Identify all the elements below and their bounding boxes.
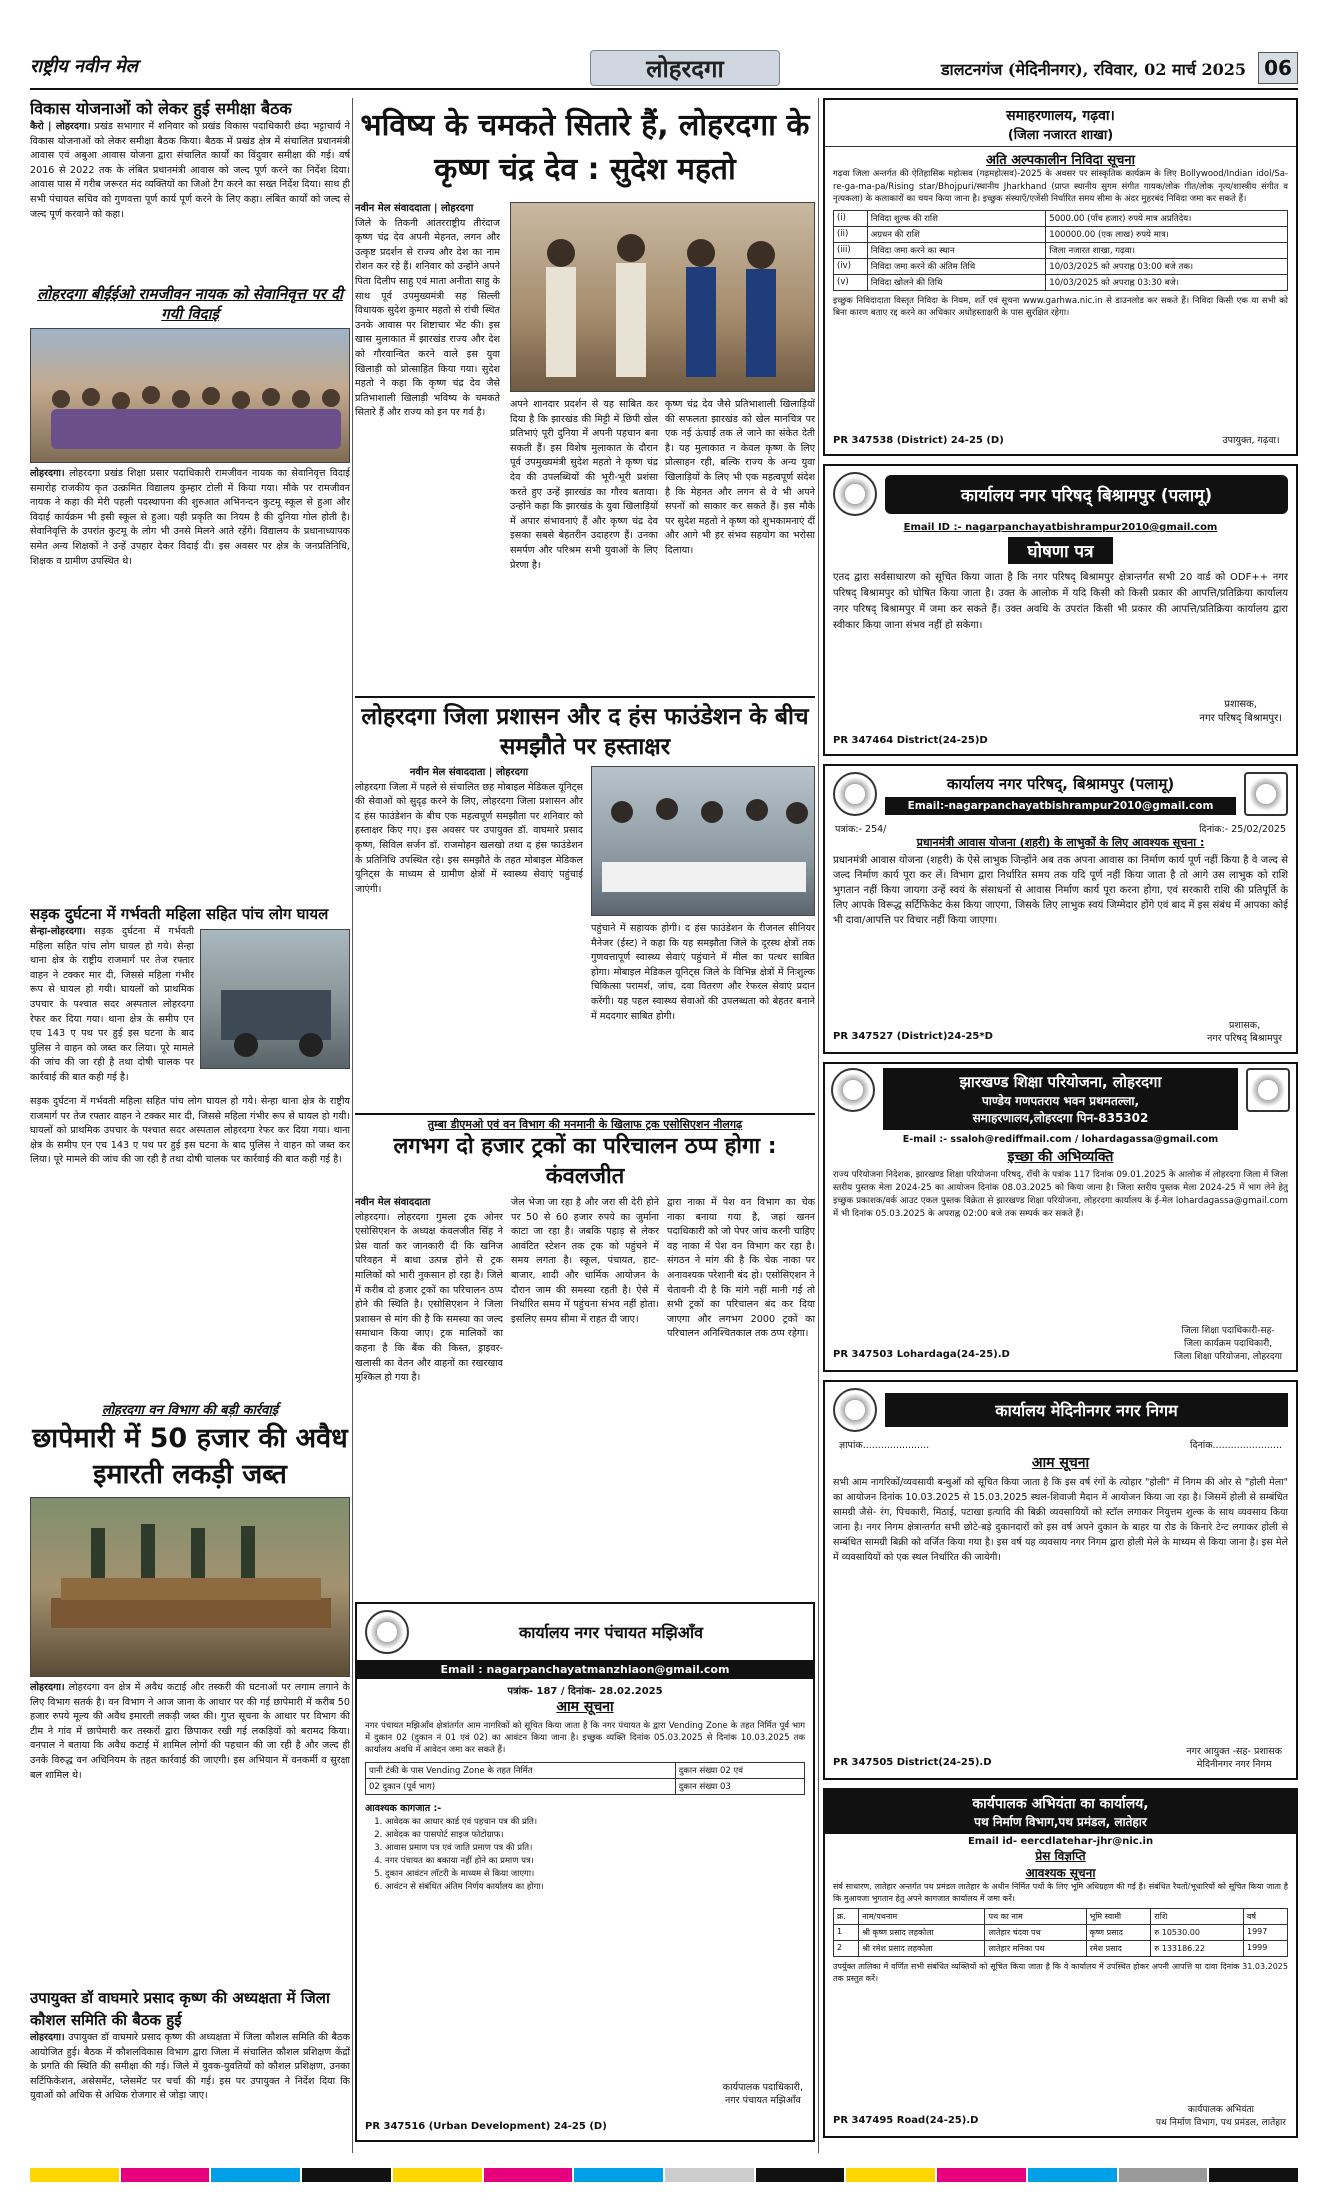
ad3-ref: PR 347527 (District)24-25*D bbox=[833, 1031, 993, 1042]
ad1-cell: निविदा जमा करने का स्थान bbox=[867, 242, 1046, 258]
ad7-cell: कृष्ण प्रसाद bbox=[1086, 1925, 1151, 1941]
ad7-cell: 1999 bbox=[1243, 1941, 1287, 1957]
story4-place: लोहरदगा। bbox=[30, 1682, 65, 1693]
brand-name: राष्ट्रीय नवीन मेल bbox=[30, 56, 138, 77]
mou-byline: नवीन मेल संवाददाता | लोहरदगा bbox=[409, 767, 529, 778]
ad2-heading: घोषणा पत्र bbox=[1008, 537, 1114, 564]
mou-col2: पहुंचाने में सहायक होगी। द हंस फाउंडेशन के रीजनल सीनियर मैनेजर (ईस्ट) ने कहा कि यह समझौता जिले के दूरस्थ क्षेत्रों तक गुणवत्तापूर्ण स्वास्थ्य सेवाएं पहुंचाने में मील का पत्थर साबित होगा। मोबाइल मेडिकल यूनिट्स जिले के विभिन्न क्षेत्रों में निःशुल्क चिकित्सा परामर्श, जांच, दवा वितरण और रेफरल सेवाएं प्रदान करेंगी। यह पहल स्वास्थ्य सेवाओं की उपलब्धता को बेहतर बनाने में मददगार साबित होगी। bbox=[591, 923, 815, 1022]
mining-col1 bbox=[355, 1196, 503, 1591]
story3-title: सड़क दुर्घटना में गर्भवती महिला सहित पांच लोग घायल bbox=[30, 905, 329, 923]
story4-photo bbox=[30, 1497, 350, 1677]
story2-photo bbox=[30, 328, 350, 463]
middle-column bbox=[355, 98, 815, 2153]
lead-col3: कृष्ण चंद्र देव जैसे प्रतिभाशाली खिलाड़ियों की सफलता झारखंड को खेल मानचित्र पर एक नई ऊंचाई तक ले जाने का संकेत देती है। यह मुलाकात न केवल कृष्ण के लिए प्रोत्साहन रही, बल्कि राज्य के अन्य युवा खिलाड़ियों के लिए भी एक महत्वपूर्ण संदेश है कि मेहनत और लगन से वे भी अपने सपनों को साकार कर सकते हैं। इस मौके पर सुदेश महतो ने कृष्ण को शुभकामनाएं दीं और आगे भी हर संभव सहयोग का भरोसा दिलाया। bbox=[665, 399, 815, 556]
story1-place: कैरो | लोहरदगा। bbox=[30, 121, 91, 132]
story3-body-b: सड़क दुर्घटना में गर्भवती महिला सहित पांच लोग घायल हो गये। सेन्हा थाना क्षेत्र के राष्ट्रीय राजमार्ग पर तेज रफ्तार वाहन ने टक्कर मार दी, जिससे महिला गंभीर रूप से घायल हो गयी। घायलों को प्राथमिक उपचार के पश्चात सदर अस्पताल लोहरदगा रेफर कर दिया गया। थाना क्षेत्र के समीप एन एच 143 ए पथ पर हुई इस घटना के बाद पुलिस ने वाहन को जब्त कर लिया। पूरे मामले की जांच की जा रही है तथा दोषी चालक पर कार्रवाई की बात कही गई है। bbox=[30, 1096, 350, 1166]
emblem-icon bbox=[365, 1610, 409, 1654]
ad5-body: सभी आम नागरिकों/व्यवसायी बन्धुओं को सूचित किया जाता है कि इस वर्ष रंगों के त्योहार "होली" में निगम की ओर से "होली मेला" का आयोजन दिनांक 10.03.2025 से 15.03.2025 स्थल-शिवाजी मैदान में आयोजन किया जा रहा है। जिसमें होली से सम्बंधित सामग्री जैसे- रंग, पिचकारी, मिठाई, पटाखा इत्यादि की बिक्री व्यवसायियों को स्टॉल लगाकर नियुत्तम शुल्क के साथ व्यवसाय किया जाना है। नगर निगम क्षेत्रान्तर्गत सभी छोटे-बड़े दुकानदारों को इस वर्ष अपने दुकान के बाहर या रोड के किनारे टेन्ट लगाकर होली से सम्बंधित सामग्री बिक्री को वर्जित किया गया है। इस वर्ष यह व्यवसाय नगर निगम द्वारा होली मेले के माध्यम से किया जाना है। इस मेले में व्यवसायियों को एक स्थल निर्धारित की जायेगी। bbox=[833, 1477, 1288, 1563]
ad1-cell: (v) bbox=[834, 274, 868, 290]
color-swatch bbox=[30, 2168, 119, 2182]
ad1-cell: (iii) bbox=[834, 242, 868, 258]
emblem-icon bbox=[833, 772, 877, 816]
ad6-email: Email : nagarpanchayatmanzhiaon@gmail.com bbox=[357, 1660, 813, 1679]
color-swatch bbox=[846, 2168, 935, 2182]
mining-byline: नवीन मेल संवाददाता bbox=[355, 1197, 431, 1208]
ad6-sign2: नगर पंचायत मझिआँव bbox=[725, 2095, 801, 2106]
ad1-office: समाहरणालय, गढ़वा। bbox=[1006, 108, 1115, 124]
lead-byline: नवीन मेल संवाददाता | लोहरदगा bbox=[355, 203, 474, 214]
lead-col1 bbox=[355, 202, 500, 672]
ad1-cell: 100000.00 (एक लाख) रुपये मात्र। bbox=[1046, 226, 1288, 242]
ad6-doc-item: 2. आवेदक का पासपोर्ट साइज फोटोग्राफ। bbox=[385, 1829, 805, 1842]
ad1-row bbox=[834, 258, 1288, 274]
ad5-heading: आम सूचना bbox=[1031, 1455, 1090, 1471]
ad7-office1: कार्यपालक अभियंता का कार्यालय, bbox=[972, 1796, 1149, 1812]
ad7-heading2: आवश्यक सूचना bbox=[1025, 1866, 1096, 1880]
ad-latehar-road bbox=[823, 1788, 1298, 2138]
story2-title: लोहरदगा बीईईओ रामजीवन नायक को सेवानिवृत्त पर दी गयी विदाई bbox=[37, 285, 343, 323]
mou-body: लोहरदगा जिला में पहले से संचालित छह मोबाइल मेडिकल यूनिट्स की सेवाओं को सुदृढ़ करने के लिए, लोहरदगा जिला प्रशासन और द हंस फाउंडेशन के बीच एक महत्वपूर्ण समझौता पर शनिवार को हस्ताक्षर किए गए। इस अवसर पर उपायुक्त डॉ. वाघमारे प्रसाद कृष्ण, सिविल सर्जन डॉ. राजमोहन खलखो तथा द हंस फाउंडेशन के प्रतिनिधि उपस्थित रहे। इस समझौते के तहत मोबाइल मेडिकल यूनिट्स के माध्यम से ग्रामीण क्षेत्रों में स्वास्थ्य सेवाएं पहुंचाई जाएंगी। bbox=[355, 781, 583, 895]
mining-title: लगभग दो हजार ट्रकों का परिचालन ठप्प होगा : कंवलजीत bbox=[393, 1134, 777, 1189]
color-swatch bbox=[1119, 2168, 1208, 2182]
ad4-sign1: जिला शिक्षा पदाधिकारी-सह- bbox=[1181, 1326, 1275, 1336]
story2-text: लोहरदगा प्रखंड शिक्षा प्रसार पदाधिकारी रामजीवन नायक का सेवानिवृत्त विदाई समारोह राजकीय कृत उत्क्रमित विद्यालय कुम्हार टोली में किया गया। मौके पर रामजीवन नायक ने कहा की मेरी पहली पदस्थापना की शुरुआत अभिनन्दन कुटमू स्कूल से हुआ और विदाई कार्यक्रम भी इसी स्कूल से हुआ। यही प्रकृति का नियम है की दुनिया गोल होती है। सेवानिवृत्ति के उपरांत कुटमू के लोग भी उनसे मिलने आते रहेंगे। विद्यालय के प्रधानाध्यापक समेत अन्य शिक्षकों ने उन्हें उपहार देकर विदाई दी। इस अवसर पर क्षेत्र के जनप्रतिनिधि, शिक्षक व ग्रामीण उपस्थित थे। bbox=[30, 468, 350, 567]
ad6-doc-item: 5. दुकान आवंटन लॉटरी के माध्यम से किया जाएगा। bbox=[385, 1868, 805, 1881]
accident-photo-graphic bbox=[201, 930, 350, 1069]
ad6-table bbox=[365, 1762, 805, 1795]
page-number: 06 bbox=[1258, 52, 1298, 84]
story4-text: लोहरदगा वन क्षेत्र में अवैध कटाई और तस्करी की घटनाओं पर लगाम लगाने के लिए विभाग सतर्क है। वन विभाग ने आज जाना के आधार पर की गई छापेमारी में करीब 50 हजार रुपये मूल्य की अवैध इमारती लकड़ी जब्त की। गुप्त सूचना के आधार पर विभाग की टीम ने गांव में छापेमारी कर तस्करों द्वारा छिपाकर रखी गई लकड़ियों को बरामद किया। वनपाल ने बताया कि अवैध कटाई में शामिल लोगों की पहचान की जा रही है और जल्द ही उनके विरुद्ध वन अधिनियम के तहत कार्रवाई की जाएगी। इस अभियान में वनकर्मी व सुरक्षा बल शामिल थे। bbox=[30, 1682, 350, 1781]
ad1-table bbox=[833, 210, 1288, 291]
ad4-email: E-mail :- ssaloh@rediffmail.com / lohardagassa@gmail.com bbox=[902, 1134, 1219, 1145]
ad7-heading1: प्रेस विज्ञप्ति bbox=[1035, 1849, 1086, 1863]
ad7-head-row bbox=[834, 1909, 1288, 1925]
ad7-cell: रु 133186.22 bbox=[1151, 1941, 1244, 1957]
ad7-head-cell: भूमि स्वामी bbox=[1086, 1909, 1151, 1925]
ad3-body: प्रधानमंत्री आवास योजना (शहरी) के ऐसे लाभुक जिन्होंने अब तक अपना आवास का निर्माण कार्य पूर्ण नहीं किया है वे जल्द से जल्द निर्माण कार्य पूरा कर लें। विभाग द्वारा निर्धारित समय तक यदि पूर्ण नहीं किया जाता है तो आगे उस लाभुक को राशि भुगतान नहीं किया जायगा उन्हें स्वयं के संसाधनों से आवास निर्माण कार्य पूरा करना होगा, एवं सरकारी राशि की प्रतिपूर्ति के लिए आपके विरूद्ध सर्टिफिकेट केस किया जाएगा, जिसके लिए लाभुक स्वयं जिम्मेदार होंगे एवं बाद में इस संबंध में आपका कोई भी दावा/आपत्ति पर विचार नहीं किया जाएगा। bbox=[833, 855, 1288, 926]
masthead bbox=[30, 50, 1298, 90]
lead-body: जिले के तिकनी आंतरराष्ट्रीय तीरंदाज कृष्ण चंद्र देव अपनी मेहनत, लगन और उत्कृष्ट प्रदर्शन से राज्य और देश का नाम रोशन कर रहे हैं। शनिवार को उन्होंने अपने पिता दिलीप साहु एवं माता अनीता साहु के साथ पूर्व उपमुख्यमंत्री सह सिल्ली विधायक सुदेश कुमार महतो से रांची स्थित उनके आवास पर शिष्टाचार भेंट की। इस खास मुलाकात में झारखंड राज्य और देश को गौरवान्वित करने वाले इस युवा खिलाड़ी को प्रोत्साहित किया गया। सुदेश महतो ने कहा कि कृष्ण चंद्र देव जैसे प्रतिभाशाली खिलाड़ी भविष्य के चमकते सितारे हैं और राज्य को इन पर गर्व है। bbox=[355, 217, 500, 419]
story3-text: सड़क दुर्घटना में गर्भवती महिला सहित पांच लोग घायल हो गये। सेन्हा थाना क्षेत्र के राष्ट्रीय राजमार्ग पर तेज रफ्तार वाहन ने टक्कर मार दी, जिससे महिला गंभीर रूप से घायल हो गयी। घायलों को प्राथमिक उपचार के पश्चात सदर अस्पताल लोहरदगा रेफर कर दिया गया। थाना क्षेत्र के समीप एन एच 143 ए पथ पर हुई इस घटना के बाद पुलिस ने वाहन को जब्त कर लिया। पूरे मामले की जांच की जा रही है तथा दोषी चालक पर कार्रवाई की बात कही गई है। bbox=[30, 926, 194, 1083]
ad6-sign1: कार्यपालक पदाधिकारी, bbox=[722, 2082, 803, 2093]
dateline: डालटनगंज (मेदिनीनगर), रविवार, 02 मार्च 2025 bbox=[940, 60, 1246, 79]
ad-majhiaon bbox=[355, 1602, 815, 2142]
color-swatch bbox=[1028, 2168, 1117, 2182]
ad2-office: कार्यालय नगर परिषद् बिश्रामपुर (पलामू) bbox=[885, 475, 1288, 514]
mou-col1 bbox=[355, 766, 583, 1106]
ad7-cell: लातेहार मनिका पथ bbox=[985, 1941, 1086, 1957]
ad1-row bbox=[834, 274, 1288, 290]
ad7-sign1: कार्यपालक अभियंता bbox=[1187, 2105, 1254, 2115]
ad6-cell: दुकान संख्या 02 एवं bbox=[675, 1763, 804, 1779]
ad-garhwa-tender bbox=[823, 98, 1298, 456]
ad7-cell: 1 bbox=[834, 1925, 859, 1941]
ad4-header bbox=[883, 1068, 1238, 1130]
ad7-cell: रु 10530.00 bbox=[1151, 1925, 1244, 1941]
ad6-letter: पत्रांक- 187 / दिनांक- 28.02.2025 bbox=[507, 1686, 663, 1697]
ad7-head-cell: पथ का नाम bbox=[985, 1909, 1086, 1925]
lead-col2: अपने शानदार प्रदर्शन से यह साबित कर दिया है कि झारखंड की मिट्टी में छिपी खेल प्रतिभाएं पूरी दुनिया में अपनी पहचान बना सकती हैं। इस विशेष मुलाकात के दौरान पूर्व उपमुख्यमंत्री सुदेश महतो ने कृष्ण चंद्र देव की उपलब्धियों की भूरी-भूरी प्रशंसा करते हुए उन्हें झारखंड का गौरव बताया। उन्होंने कहा कि झारखंड के युवा खिलाड़ियों में अपार संभावनाएं हैं और कृष्ण चंद्र देव इसका सबसे बेहतरीन उदाहरण हैं। उनका समर्पण और परिश्रम सभी युवाओं के लिए प्रेरणा है। bbox=[510, 399, 658, 571]
color-swatch bbox=[574, 2168, 663, 2182]
story2-place: लोहरदगा। bbox=[30, 468, 65, 479]
story5-body bbox=[30, 2031, 350, 2153]
ad1-cell: (iv) bbox=[834, 258, 868, 274]
color-swatch bbox=[393, 2168, 482, 2182]
ad6-doc-item: 1. आवेदक का आधार कार्ड एवं पहचान पत्र की प्रति। bbox=[385, 1816, 805, 1829]
emblem-icon bbox=[833, 1388, 877, 1432]
story4-kicker: लोहरदगा वन विभाग की बड़ी कार्रवाई bbox=[101, 1403, 279, 1418]
ad1-row bbox=[834, 226, 1288, 242]
ad6-doc-item: 6. आवंटन से संबंधित अंतिम निर्णय कार्यालय का होगा। bbox=[385, 1881, 805, 1894]
ad7-row bbox=[834, 1941, 1288, 1957]
ad6-doc-item: 3. आवास प्रमाण पत्र एवं जाति प्रमाण पत्र की प्रति। bbox=[385, 1842, 805, 1855]
ad5-ref: PR 347505 District(24-25).D bbox=[833, 1757, 992, 1768]
column-rule bbox=[352, 98, 353, 2153]
ad6-office: कार्यालय नगर पंचायत मझिआँव bbox=[519, 1623, 703, 1642]
ad3-sign1: प्रशासक, bbox=[1229, 1020, 1261, 1031]
ad2-body: एतद द्वारा सर्वसाधारण को सूचित किया जाता है कि नगर परिषद् बिश्रामपुर क्षेत्रान्तर्गत सभी 20 वार्ड को ODF++ नगर परिषद् बिश्रामपुर को घोषित किया जाता है। उक्त के आलोक में यदि किसी को किसी प्रकार की आपत्ति/प्रतिक्रिया कार्यालय नगर परिषद् बिश्रामपुर में जमा कर सकते हैं। उक्त अवधि के उपरांत किसी भी प्रकार की आपत्ति/प्रतिक्रिया कार्यालय द्वारा स्वीकार किया जाना संभव नहीं हो सकेगा। bbox=[833, 572, 1288, 631]
mining-col3: द्वारा नाका में पेश वन विभाग का चेक नाका बनाया गया है, जहां खनन पदाधिकारी को जो पेपर जांच करनी चाहिए वह नाका में पेश वन विभाग कर रहा है। संगठन ने मांग की है कि चेक नाका पर अनावश्यक परेशानी बंद हो। एसोसिएशन ने चेतावनी दी है कि मांगे नहीं मानी गई तो सभी ट्रकों का परिचालन बंद कर दिया जाएगा और लगभग 2000 ट्रकों का परिचालन अनिश्चितकाल तक ठप्प रहेगा। bbox=[667, 1197, 815, 1340]
story2-body bbox=[30, 467, 350, 897]
ad1-body: गढ़वा जिला अन्तर्गत की ऐतिहासिक महोत्सव (गढ़महोत्सव)-2025 के अवसर पर सांस्कृतिक कार्यक्रम के लिए Bollywood/Indian idol/Sa-re-ga-ma-pa/Rising star/Bhojpuri/स्थानीय Jharkhand (प्राप्त स्थानीय सुगम संगीत गायक/लोक गीत/लोक नृत्य/शास्त्रीय संगीत व नृत्यकला) के कलाकारों का चयन किया जाना है। इच्छुक संस्थाएँ/एजेंसी निर्धारित समय सीमा के अंदर मुहरबंद निविदा जमा कर सकते हैं। bbox=[833, 169, 1288, 204]
ad7-office2: पथ निर्माण विभाग,पथ प्रमंडल, लातेहार bbox=[974, 1815, 1147, 1829]
ad7-intro: सर्व साधारण, लातेहार अन्तर्गत पथ प्रमंडल लातेहार के अधीन निर्मित पथों के लिए भूमि अधिग्रहण की गई है। संबंधित रैयतों/भूधारियों को सूचित किया जाता है कि मुआवजा भुगतान हेतु अपने कागजात कार्यालय में जमा करें। bbox=[833, 1882, 1288, 1903]
story3-place: सेन्हा-लोहरदगा। bbox=[30, 926, 86, 937]
ad7-table bbox=[833, 1908, 1288, 1957]
ad5-letter: ज्ञापांक...................... bbox=[839, 1440, 930, 1451]
story4-title: छापेमारी में 50 हजार की अवैध इमारती लकड़ी जब्त bbox=[32, 1423, 348, 1490]
logo-icon bbox=[1246, 1068, 1290, 1112]
mou-title: लोहरदगा जिला प्रशासन और द हंस फाउंडेशन के बीच समझौते पर हस्ताक्षर bbox=[361, 704, 809, 760]
ad7-row bbox=[834, 1925, 1288, 1941]
story3-photo bbox=[200, 929, 350, 1069]
mining-kicker: तुम्बा डीएमओ एवं वन विभाग की मनमानी के खिलाफ ट्रक एसोसिएशन नीलगढ़ bbox=[427, 1118, 743, 1131]
ad7-head-cell: राशि bbox=[1151, 1909, 1244, 1925]
ad3-date: दिनांक:- 25/02/2025 bbox=[1199, 824, 1286, 835]
ad-bishrampur-pmay bbox=[823, 764, 1298, 1054]
ad1-cell: (i) bbox=[834, 210, 868, 226]
mining-body: लोहरदगा। लोहरदगा गुमला ट्रक ओनर एसोसिएशन के अध्यक्ष कंवलजीत सिंह ने प्रेस वार्ता कर जानकारी दी कि खनिज परिवहन में बाधा उत्पन्न होने से ट्रक मालिकों को भारी नुकसान हो रहा है। जिले में करीब दो हजार ट्रकों का परिचालन ठप्प होने की स्थिति है। एसोसिएशन ने जिला प्रशासन से मांग की है कि समस्या का जल्द समाधान किया जाए। ट्रक मालिकों का कहना है कि बैंक की किस्त, ड्राइवर-खलासी का वेतन और वाहनों का रखरखाव मुश्किल हो गया है। bbox=[355, 1211, 503, 1384]
logo-icon bbox=[1244, 772, 1288, 816]
ad6-doc-item: 4. नगर पंचायत का बकाया नहीं होने का प्रमाण पत्र। bbox=[385, 1855, 805, 1868]
color-swatch bbox=[1209, 2168, 1298, 2182]
color-swatch bbox=[756, 2168, 845, 2182]
color-swatch bbox=[665, 2168, 754, 2182]
column-rule bbox=[818, 98, 819, 2153]
ad7-cell: श्री रमेश प्रसाद लहकोला bbox=[859, 1941, 985, 1957]
ad4-ref: PR 347503 Lohardaga(24-25).D bbox=[833, 1349, 1010, 1360]
ad2-sign2: नगर परिषद् बिश्रामपुर। bbox=[1199, 713, 1282, 724]
ad5-date: दिनांक....................... bbox=[1190, 1440, 1282, 1451]
ad1-cell: 10/03/2025 को अपराह्न 03:00 बजे तक। bbox=[1046, 258, 1288, 274]
story4-body bbox=[30, 1681, 350, 1981]
timber-photo-graphic bbox=[31, 1498, 350, 1677]
ad3-letter: पत्रांक:- 254/ bbox=[835, 824, 887, 835]
ad6-cell: दुकान संख्या 03 bbox=[675, 1779, 804, 1795]
ad6-body: नगर पंचायत मझिआँव क्षेत्रांतर्गत आम नागरिकों को सूचित किया जाता है कि नगर पंचायत के द्वारा Vending Zone के तहत निर्मित पूर्व भाग में दुकान 02 (दुकान नं 01 एवं 02) का आवंटन किया जाना है। इच्छुक व्यक्ति दिनांक 05.03.2025 से दिनांक 10.03.2025 तक कार्यालय अवधि में आवेदन जमा कर सकते हैं। bbox=[365, 1721, 805, 1755]
ad7-email: Email id- eercdlatehar-jhr@nic.in bbox=[967, 1836, 1154, 1847]
ad1-cell: निविदा शुल्क की राशि bbox=[867, 210, 1046, 226]
right-column bbox=[823, 98, 1298, 2153]
color-swatch bbox=[484, 2168, 573, 2182]
divider bbox=[825, 146, 1296, 147]
ad7-cell: श्री कृष्ण प्रसाद लहकोला bbox=[859, 1925, 985, 1941]
ad1-heading: अति अल्पकालीन निविदा सूचना bbox=[986, 153, 1135, 168]
ad7-cell: 1997 bbox=[1243, 1925, 1287, 1941]
ad3-office: कार्यालय नगर परिषद्, बिश्रामपुर (पलामू) bbox=[946, 774, 1175, 793]
mou-photo bbox=[591, 766, 815, 916]
ad6-cell: पानी टंकी के पास Vending Zone के तहत निर्मित bbox=[366, 1763, 676, 1779]
ad1-cell: निविदा जमा करने की अंतिम तिथि bbox=[867, 258, 1046, 274]
ad6-heading: आम सूचना bbox=[556, 1699, 614, 1715]
ad2-sign1: प्रशासक, bbox=[1224, 699, 1258, 710]
ad4-heading: इच्छा की अभिव्यक्ति bbox=[1007, 1149, 1114, 1165]
ad7-cell: 2 bbox=[834, 1941, 859, 1957]
story5-text: उपायुक्त डॉ वाघमारे प्रसाद कृष्ण की अध्यक्षता में जिला कौशल समिति की बैठक आयोजित हुई। बैठक में कौशलविकास विभाग द्वारा जिला में संचालित कौशल प्रशिक्षण केंद्रों के प्रगति की स्थिति की समीक्षा की गई। जिले में युवक-युवतियों को कौशल प्रशिक्षण, उनका सर्टिफिकेशन, असेसमेंट, प्लेसमेंट पर चर्चा की गई। इस पर उपायुक्त ने निर्देश दिया कि युवाओं को अधिक से अधिक रोजगार से जोड़ा जाए। bbox=[30, 2032, 350, 2102]
story5-place: लोहरदगा। bbox=[30, 2032, 65, 2043]
ad1-row bbox=[834, 242, 1288, 258]
mou-photo-graphic bbox=[592, 767, 815, 916]
ad-medininagar-holi bbox=[823, 1380, 1298, 1780]
ad6-cell: 02 दुकान (पूर्व भाग) bbox=[366, 1779, 676, 1795]
ad7-ref: PR 347495 Road(24-25).D bbox=[833, 2115, 979, 2126]
ad3-email: Email:-nagarpanchayatbishrampur2010@gmail.com bbox=[885, 797, 1236, 815]
story5-title: उपायुक्त डॉ वाघमारे प्रसाद कृष्ण की अध्यक्षता में जिला कौशल समिति की बैठक हुई bbox=[30, 1989, 330, 2029]
ad1-cell: 10/03/2025 को अपराह्न 03:30 बजे। bbox=[1046, 274, 1288, 290]
ad6-docs-title: आवश्यक कागजात :- bbox=[365, 1803, 442, 1814]
ad4-addr2: समाहरणालय,लोहरदगा पिन-835302 bbox=[972, 1111, 1149, 1125]
ad1-row bbox=[834, 210, 1288, 226]
lead-title: भविष्य के चमकते सितारे हैं, लोहरदगा के कृष्ण चंद्र देव : सुदेश महतो bbox=[360, 108, 810, 187]
color-swatch bbox=[937, 2168, 1026, 2182]
ad4-sign3: जिला शिक्षा परियोजना, लोहरदगा bbox=[1174, 1352, 1282, 1362]
ad1-cell: अग्रधन की राशि bbox=[867, 226, 1046, 242]
color-swatch bbox=[121, 2168, 210, 2182]
ad7-cell: लातेहार चंदवा पथ bbox=[985, 1925, 1086, 1941]
color-swatch bbox=[211, 2168, 300, 2182]
ad1-cell: जिला नजारत शाखा, गढ़वा। bbox=[1046, 242, 1288, 258]
ad1-cell: 5000.00 (पाँच हजार) रुपये मात्र अप्रतिदेय। bbox=[1046, 210, 1288, 226]
ad1-cell: (ii) bbox=[834, 226, 868, 242]
group-photo-graphic bbox=[31, 329, 350, 463]
ad1-sign: उपायुक्त, गढ़वा। bbox=[1222, 435, 1280, 446]
mining-col2: जेल भेजा जा रहा है और जरा सी देरी होने पर 50 से 60 हजार रुपये का जुर्माना काटा जा रहा है। जबकि पहाड़ से लेकर आवंटित स्टेशन तक ट्रक को पहुंचने में समय लगता है। स्कूल, पंचायत, हाट-बाजार, शादी और धार्मिक आयोजन के दौरान जाम की समस्या रहती है। ऐसे में निर्धारित समय में पहुंचना संभव नहीं होता। इसलिए समय सीमा में राहत दी जाए। bbox=[511, 1197, 659, 1325]
ad3-subject: प्रधानमंत्री आवास योजना (शहरी) के लाभुकों के लिए आवश्यक सूचना : bbox=[916, 836, 1205, 849]
ad6-docs-list bbox=[357, 1814, 813, 1894]
ad4-office: झारखण्ड शिक्षा परियोजना, लोहरदगा bbox=[959, 1073, 1162, 1091]
ad-jharkhand-education bbox=[823, 1062, 1298, 1372]
ad1-sub: (जिला नजारत शाखा) bbox=[1007, 128, 1114, 143]
ad3-sign2: नगर परिषद् बिश्रामपुर bbox=[1207, 1033, 1282, 1044]
ad-bishrampur-declaration bbox=[823, 464, 1298, 756]
section-tab: लोहरदगा bbox=[590, 50, 780, 86]
ad7-cell: रमेश प्रसाद bbox=[1086, 1941, 1151, 1957]
story1-title: विकास योजनाओं को लेकर हुई समीक्षा बैठक bbox=[30, 99, 292, 118]
ad5-office: कार्यालय मेदिनीनगर नगर निगम bbox=[885, 1393, 1288, 1427]
ad1-foot: इच्छुक निविदादाता विस्तृत निविदा के नियम, शर्तें एवं सूचना www.garhwa.nic.in से डाउनलोड कर सकते हैं। निविदा किसी एक या सभी को बिना कारण बताए रद्द करने का अधिकार अधोहस्ताक्षरी के पास सुरक्षित रहेगा। bbox=[833, 295, 1288, 318]
emblem-icon bbox=[831, 1068, 875, 1112]
ad5-sign1: नगर आयुक्त -सह- प्रशासक bbox=[1186, 1746, 1282, 1757]
ad7-head-cell: क्र. bbox=[834, 1909, 859, 1925]
story3-body-a bbox=[30, 925, 194, 1090]
felicitation-photo-graphic bbox=[511, 203, 815, 392]
ad1-cell: निविदा खोलने की तिथि bbox=[867, 274, 1046, 290]
ad1-ref: PR 347538 (District) 24-25 (D) bbox=[833, 435, 1004, 446]
ad4-sign2: जिला कार्यक्रम पदाधिकारी, bbox=[1184, 1339, 1273, 1349]
ad7-sign2: पथ निर्माण विभाग, पथ प्रमंडल, लातेहार bbox=[1155, 2118, 1286, 2128]
emblem-icon bbox=[833, 472, 877, 516]
lead-photo bbox=[510, 202, 815, 392]
ad4-body: राज्य परियोजना निदेशक, झारखण्ड शिक्षा परियोजना परिषद्, राँची के पत्रांक 117 दिनांक 09.01.2025 के आलोक में लोहरदगा जिला में जिला स्तरीय पुस्तक मेला 2024-25 का आयोजन दिनांक 08.03.2025 को किया जाना है। जिला स्तरीय पुस्तक मेला 2024-25 में भाग लेने हेतु इच्छुक प्रकाशक/वर्क आउट एकल पुस्तक विक्रेता से झारखण्ड शिक्षा परियोजना, लोहरदगा कार्यालय के ई-मेल lohardagassa@gmail.com में भी दिनांक 05.03.2025 के अपराह्न 02:00 बजे तक सम्पर्क कर सकते हैं। bbox=[833, 1170, 1288, 1219]
ad2-ref: PR 347464 District(24-25)D bbox=[833, 735, 988, 746]
color-swatch bbox=[302, 2168, 391, 2182]
ad7-head-cell: नाम/पथनाम bbox=[859, 1909, 985, 1925]
ad4-addr1: पाण्डेय गणपतराय भवन प्रथमतल्ला, bbox=[981, 1094, 1140, 1108]
ad5-sign2: मेदिनीनगर नगर निगम bbox=[1196, 1759, 1272, 1770]
color-registration-strip bbox=[30, 2168, 1298, 2182]
ad7-head-cell: वर्ष bbox=[1243, 1909, 1287, 1925]
ad6-ref: PR 347516 (Urban Development) 24-25 (D) bbox=[365, 2121, 607, 2132]
story1-body bbox=[30, 120, 350, 278]
story1-text: प्रखंड सभागार में शनिवार को प्रखंड विकास पदाधिकारी छंदा भट्टाचार्य ने विकास योजनाओं को लेकर समीक्षा बैठक किया। बैठक में प्रखंड क्षेत्र में संचालित प्रधानमंत्री आवास एवं अबुआ आवास योजना द्वारा संचालित कार्यों का विंदुवार समीक्षा की गई। वर्ष 2016 से 2022 तक के लंबित प्रधानमंत्री आवास को जल्द पूर्ण करने का निर्देश दिया। आवास पास में गरीब जरूरत मंद व्यक्तियों का जिओ टैग करने का सख्त निर्देश दिया। साथ ही सभी पंचायत सचिव को गुणवत्ता पूर्ण कार्य पूर्ण करने के लिए कहा। लंबित कार्यों को जल्द से जल्द पूर्ण करवाने को कहा। bbox=[30, 121, 350, 220]
ad7-foot: उपर्युक्त तालिका में वर्णित सभी संबंधित व्यक्तियों को सूचित किया जाता है कि वे कार्यालय में उपस्थित होकर अपनी आपत्ति या दावा दिनांक 31.03.2025 तक प्रस्तुत करें। bbox=[833, 1962, 1288, 1983]
ad2-email: Email ID :- nagarpanchayatbishrampur2010@gmail.com bbox=[903, 522, 1218, 533]
left-column bbox=[30, 98, 350, 2153]
ad7-header bbox=[825, 1790, 1296, 1834]
